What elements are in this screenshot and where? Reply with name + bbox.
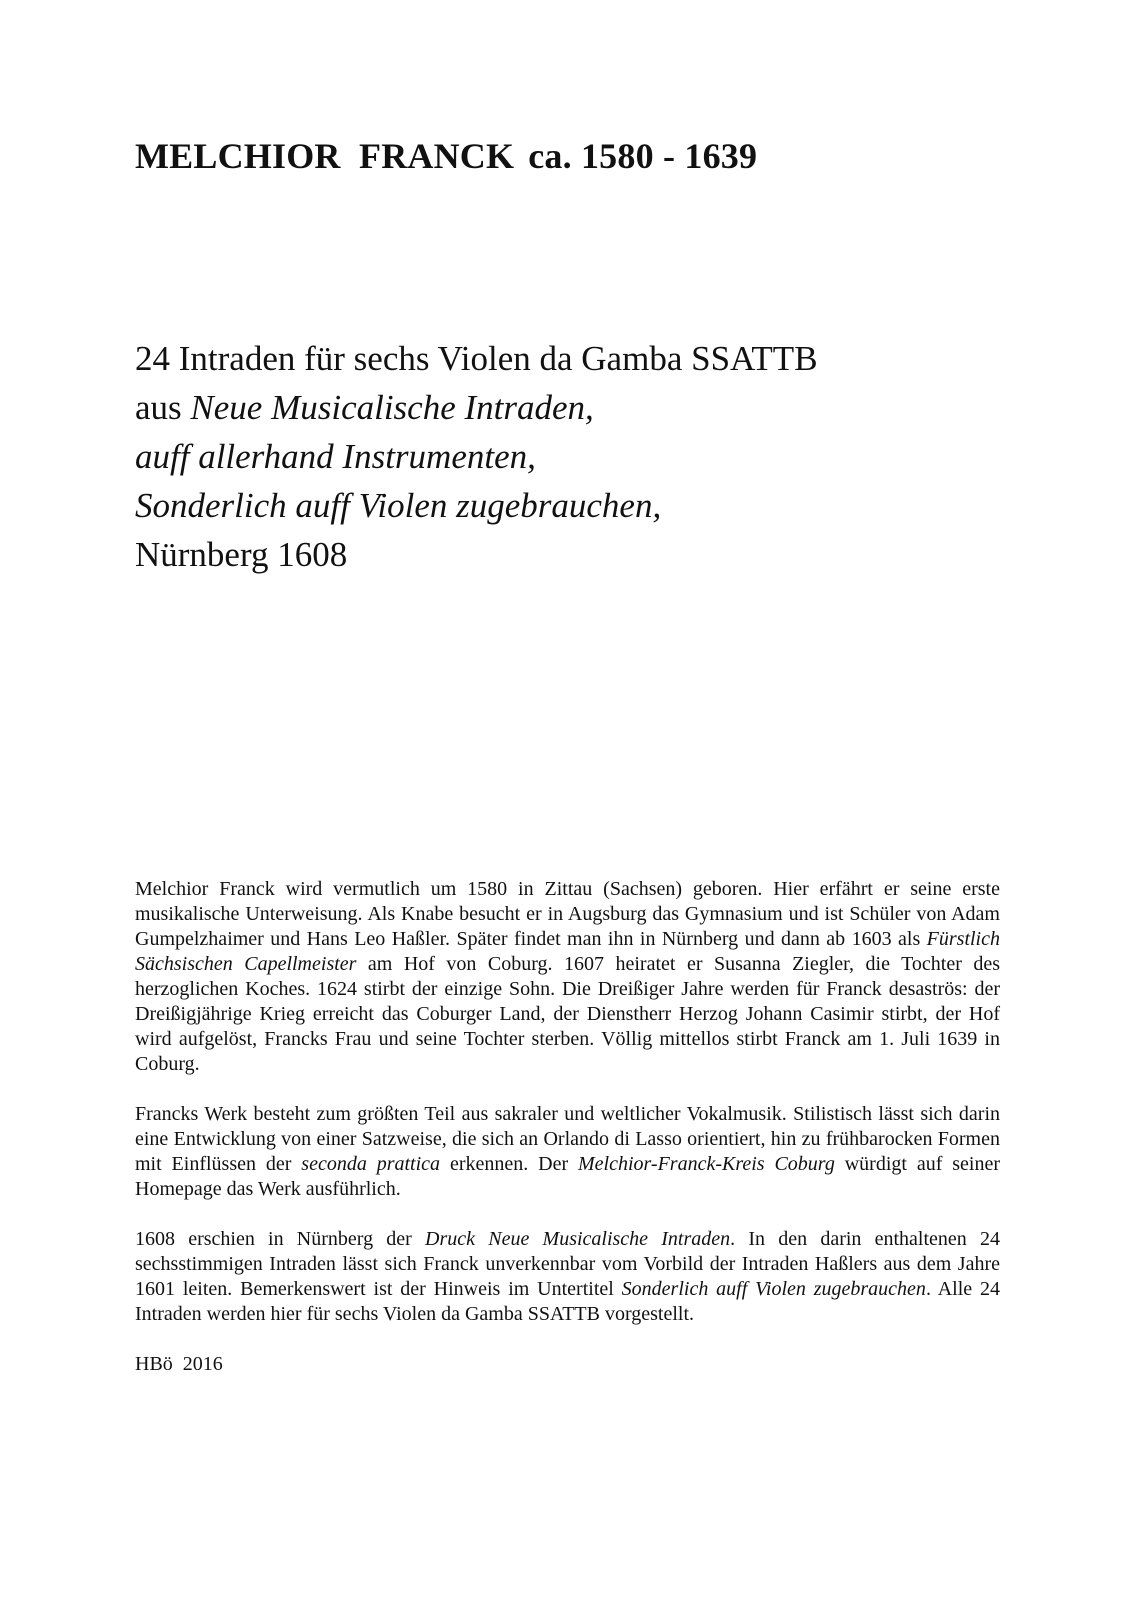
title-line-5: Nürnberg 1608 [135,535,348,574]
p1-italic-title: Fürstlich Sächsischen Capellmeister [135,928,1000,975]
composer-name: MELCHIOR FRANCK [135,136,515,176]
p3-text-e: . Alle 24 Intraden werden hier für sechs Violen da Gamba SSATTB vorgestellt. [135,1278,1000,1325]
body-text [135,877,1000,1402]
p2-text-e: würdigt auf seiner Homepage das Werk ausführlich. [135,1153,1001,1200]
title-line-3: auff allerhand Instrumenten, [135,437,536,476]
composer-dates: ca. 1580 - 1639 [528,136,758,176]
p2-italic-seconda: seconda prattica [301,1153,441,1175]
p2-italic-kreis: Melchior-Franck-Kreis Coburg [578,1153,835,1175]
paragraph-works [135,1102,1000,1202]
p3-italic-subtitle: Sonderlich auff Violen zugebrauchen [621,1278,926,1300]
work-title [135,334,818,579]
p1-text-c: am Hof von Coburg. 1607 heiratet er Susanna Ziegler, die Tochter des herzoglichen Koches. 1624 stirbt der einzige Sohn. Die Dreißiger Jahre werden für Franck desaströs: der Dreißigjährige Krieg erreicht das Coburger Land, der Dienstherr Herzog Johann Casimir stirbt, der Hof wird aufgelöst, Francks Frau und seine Tochter sterben. Völlig mittellos stirbt Franck am 1. Juli 1639 in Coburg. [135,953,1000,1075]
paragraph-edition [135,1227,1000,1327]
p2-text-c: erkennen. Der [440,1153,578,1175]
composer-heading [135,134,757,178]
paragraph-biography [135,877,1000,1077]
title-line-2-italic: Neue Musicalische Intraden, [190,388,594,427]
title-line-2-prefix: aus [135,388,191,427]
p3-text-a: 1608 erschien in Nürnberg der [135,1228,426,1250]
p3-text-c: . In den darin enthaltenen 24 sechsstimmigen Intraden lässt sich Franck unverkennbar vom Vorbild der Intraden Haßlers aus dem Jahre 1601 leiten. Bemerkenswert ist der Hinweis im Untertitel [135,1228,1000,1300]
title-line-1: 24 Intraden für sechs Violen da Gamba SSATTB [135,339,818,378]
p1-text-a: Melchior Franck wird vermutlich um 1580 in Zittau (Sachsen) geboren. Hier erfährt er seine erste musikalische Unterweisung. Als Knabe besucht er in Augsburg das Gymnasium und ist Schüler von Adam Gumpelzhaimer und Hans Leo Haßler. Später findet man ihn in Nürnberg und dann ab 1603 als [135,878,1000,950]
title-line-2 [135,383,818,432]
title-line-4: Sonderlich auff Violen zugebrauchen, [135,486,662,525]
signature: HBö 2016 [135,1353,223,1375]
p2-text-a: Francks Werk besteht zum größten Teil aus sakraler und weltlicher Vokalmusik. Stilistisch lässt sich darin eine Entwicklung von einer Satzweise, die sich an Orlando di Lasso orientiert, hin zu frühbarocken Formen mit Einflüssen der [135,1103,1000,1175]
p3-italic-druck: Druck Neue Musicalische Intraden [425,1228,731,1250]
